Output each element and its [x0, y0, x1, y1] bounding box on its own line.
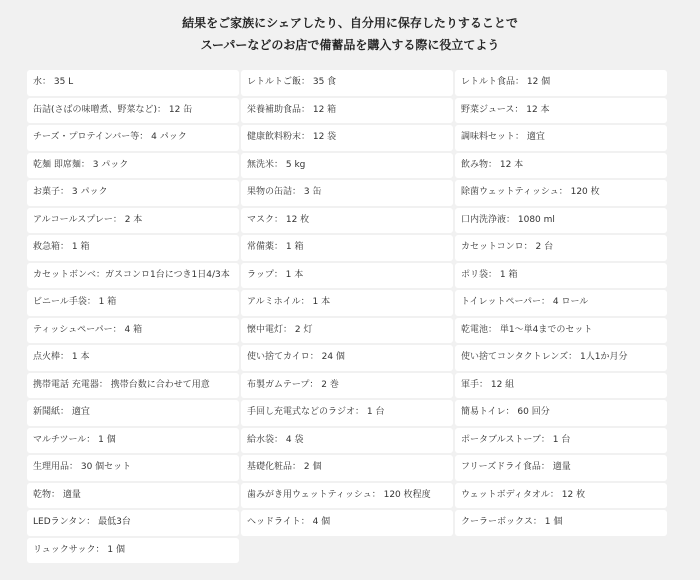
stockpile-item: マスク： 12 枚: [241, 208, 453, 234]
stockpile-item: 布製ガムテープ： 2 巻: [241, 373, 453, 399]
stockpile-item: カセットボンベ：ガスコンロ1台につき1日4/3本: [27, 263, 239, 289]
stockpile-item: カセットコンロ： 2 台: [455, 235, 667, 261]
stockpile-item: 乾電池： 単1〜単4までのセット: [455, 318, 667, 344]
stockpile-item: チーズ・プロテインバー等： 4 パック: [27, 125, 239, 151]
stockpile-item: 無洗米： 5 kg: [241, 153, 453, 179]
stockpile-item: 基礎化粧品： 2 個: [241, 455, 453, 481]
stockpile-item: クーラーボックス： 1 個: [455, 510, 667, 536]
stockpile-item: トイレットペーパー： 4 ロール: [455, 290, 667, 316]
stockpile-item: お菓子： 3 パック: [27, 180, 239, 206]
stockpile-item-grid: [27, 70, 667, 563]
stockpile-item: アルコールスプレー： 2 本: [27, 208, 239, 234]
stockpile-item: 健康飲料粉末： 12 袋: [241, 125, 453, 151]
stockpile-item: 点火棒： 1 本: [27, 345, 239, 371]
stockpile-item: アルミホイル： 1 本: [241, 290, 453, 316]
stockpile-item: 給水袋： 4 袋: [241, 428, 453, 454]
stockpile-item: ヘッドライト： 4 個: [241, 510, 453, 536]
stockpile-item: レトルト食品： 12 個: [455, 70, 667, 96]
stockpile-item: ポータブルストーブ： 1 台: [455, 428, 667, 454]
header-line-1: 結果をご家族にシェアしたり、自分用に保存したりすることで: [182, 16, 518, 30]
stockpile-item: 歯みがき用ウェットティッシュ： 120 枚程度: [241, 483, 453, 509]
stockpile-item: 除菌ウェットティッシュ： 120 枚: [455, 180, 667, 206]
stockpile-item: 携帯電話 充電器： 携帯台数に合わせて用意: [27, 373, 239, 399]
stockpile-item: 新聞紙： 適宜: [27, 400, 239, 426]
stockpile-item: 口内洗浄液： 1080 ml: [455, 208, 667, 234]
stockpile-item: ラップ： 1 本: [241, 263, 453, 289]
stockpile-item: 使い捨てカイロ： 24 個: [241, 345, 453, 371]
stockpile-item: 水： 35 L: [27, 70, 239, 96]
stockpile-item: ティッシュペーパー： 4 箱: [27, 318, 239, 344]
stockpile-item: レトルトご飯： 35 食: [241, 70, 453, 96]
stockpile-item: 栄養補助食品： 12 箱: [241, 98, 453, 124]
stockpile-item: リュックサック： 1 個: [27, 538, 239, 564]
stockpile-item: 缶詰(さばの味噌煮、野菜など)： 12 缶: [27, 98, 239, 124]
stockpile-item: ポリ袋： 1 箱: [455, 263, 667, 289]
stockpile-item: マルチツール： 1 個: [27, 428, 239, 454]
stockpile-item: 生理用品： 30 個セット: [27, 455, 239, 481]
stockpile-item: 軍手： 12 組: [455, 373, 667, 399]
stockpile-item: ウェットボディタオル： 12 枚: [455, 483, 667, 509]
stockpile-item: 手回し充電式などのラジオ： 1 台: [241, 400, 453, 426]
stockpile-item: 野菜ジュース： 12 本: [455, 98, 667, 124]
stockpile-item: LEDランタン： 最低3台: [27, 510, 239, 536]
stockpile-item: 飲み物： 12 本: [455, 153, 667, 179]
stockpile-item: 懐中電灯： 2 灯: [241, 318, 453, 344]
header-line-2: スーパーなどのお店で備蓄品を購入する際に役立てよう: [200, 38, 500, 52]
stockpile-item: 使い捨てコンタクトレンズ： 1人1か月分: [455, 345, 667, 371]
stockpile-item: 調味料セット： 適宜: [455, 125, 667, 151]
stockpile-item: ビニール手袋： 1 箱: [27, 290, 239, 316]
stockpile-item: 乾麺 即席麺： 3 パック: [27, 153, 239, 179]
stockpile-item: 果物の缶詰： 3 缶: [241, 180, 453, 206]
stockpile-item: 常備薬： 1 箱: [241, 235, 453, 261]
stockpile-item: フリーズドライ食品： 適量: [455, 455, 667, 481]
stockpile-item: 救急箱： 1 箱: [27, 235, 239, 261]
stockpile-item: 簡易トイレ： 60 回分: [455, 400, 667, 426]
stockpile-item: 乾物： 適量: [27, 483, 239, 509]
result-header: [0, 12, 700, 56]
